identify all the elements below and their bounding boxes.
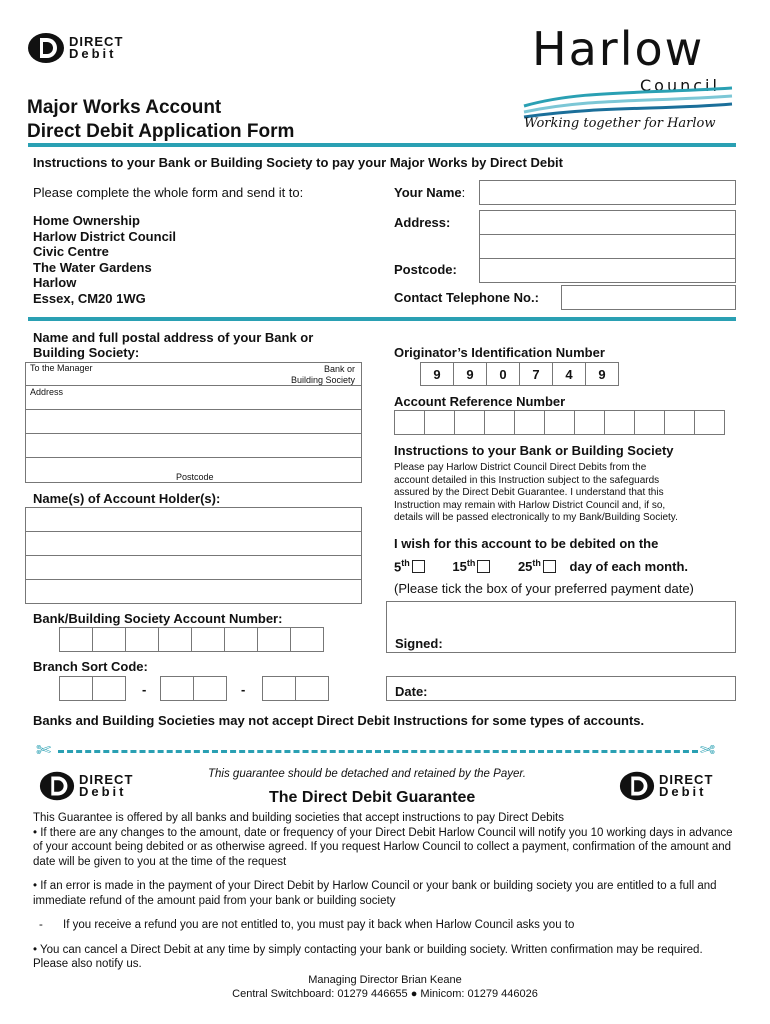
- account-holder-field-2[interactable]: [25, 531, 362, 556]
- send-to-address: [33, 213, 176, 306]
- sort-code-cell[interactable]: [262, 676, 296, 701]
- bank-instructions-heading: Instructions to your Bank or Building Society: [394, 443, 674, 458]
- send-to-intro: Please complete the whole form and send it to:: [33, 185, 304, 200]
- guarantee-point: • If an error is made in the payment of your Direct Debit by Harlow Council or your bank or building society you are entitled to a full and immediate refund of the amount paid from your bank or building society: [33, 880, 717, 907]
- sort-code-label: Branch Sort Code:: [33, 659, 148, 674]
- address-field-line-2[interactable]: [479, 234, 736, 259]
- direct-debit-logo-icon: [38, 768, 76, 804]
- detach-note: This guarantee should be detached and retained by the Payer.: [208, 768, 526, 780]
- direct-debit-logo-icon: [618, 768, 656, 804]
- scissors-icon-left: ✄: [36, 740, 52, 760]
- sort-code-cells: [262, 676, 328, 701]
- council-tagline: Working together for Harlow: [524, 116, 716, 131]
- account-reference-cell[interactable]: [574, 410, 605, 435]
- day-5-checkbox[interactable]: [412, 560, 425, 573]
- sort-code-cell[interactable]: [160, 676, 194, 701]
- account-number-cell[interactable]: [59, 627, 93, 652]
- guarantee-intro: This Guarantee is offered by all banks and building societies that accept instructions to pay Direct Debits: [33, 812, 564, 824]
- bank-heading-line-1: Name and full postal address of your Bank or: [33, 330, 314, 345]
- bank-instructions-line: account detailed in this Instruction subject to the safeguards: [394, 474, 660, 486]
- originator-digit: 9: [453, 362, 487, 386]
- divider: [28, 317, 736, 321]
- council-name: Harlow: [532, 22, 705, 76]
- cut-line: [58, 750, 698, 753]
- guarantee-point: • If there are any changes to the amount, date or frequency of your Direct Debit Harlow Council will notify you 10 working days in advance of your account being debited or as otherwise agreed. If you request Harlow Council to collect a payment, confirmation of the amount and date will be given to you at the time of the request: [33, 826, 733, 868]
- bank-address-line-3[interactable]: [25, 433, 362, 458]
- account-number-cell[interactable]: [290, 627, 324, 652]
- bank-instructions-text: [394, 462, 678, 525]
- bank-instructions-line: Instruction may remain with Harlow District Council and, if so,: [394, 499, 666, 511]
- account-reference-cell[interactable]: [484, 410, 515, 435]
- bank-instructions-line: assured by the Direct Debit Guarantee. I understand that this: [394, 487, 664, 498]
- bank-address-line-2[interactable]: [25, 409, 362, 434]
- sort-code-cell[interactable]: [193, 676, 227, 701]
- dd-logo-line2: Debit: [659, 784, 707, 799]
- harlow-council-logo: [520, 22, 740, 137]
- sort-code-separator: -: [241, 682, 246, 697]
- sort-code-cell[interactable]: [59, 676, 93, 701]
- account-reference-cell[interactable]: [514, 410, 545, 435]
- date-label: Date:: [395, 684, 428, 699]
- send-to-line: Home Ownership: [33, 213, 140, 228]
- address-label: Address:: [394, 215, 451, 230]
- signature-field[interactable]: [386, 601, 736, 653]
- bank-or-building-society-label: Bank or Building Society: [290, 364, 355, 385]
- bank-postcode-field[interactable]: [25, 457, 362, 483]
- account-reference-cell[interactable]: [424, 410, 455, 435]
- account-reference-cell[interactable]: [634, 410, 665, 435]
- direct-debit-logo: [26, 30, 123, 66]
- sort-code-cell[interactable]: [295, 676, 329, 701]
- postcode-label: Postcode:: [394, 262, 457, 277]
- send-to-line: The Water Gardens: [33, 259, 152, 275]
- address-field-line-1[interactable]: [479, 210, 736, 235]
- bank-heading-line-2: Building Society:: [33, 345, 140, 360]
- account-holder-field-1[interactable]: [25, 507, 362, 532]
- council-wave-graphic: [520, 84, 736, 120]
- account-holder-field-3[interactable]: [25, 555, 362, 580]
- bank-address-label: Address: [30, 387, 64, 397]
- title-line-1: Major Works Account: [27, 97, 222, 118]
- direct-debit-logo: [38, 768, 133, 804]
- postcode-field[interactable]: [479, 258, 736, 283]
- bank-address-line-1[interactable]: [25, 385, 362, 410]
- instructions-heading: Instructions to your Bank or Building Society to pay your Major Works by Direct Debit: [33, 155, 563, 170]
- originator-digit: 0: [486, 362, 520, 386]
- footer-line-1: Managing Director Brian Keane: [308, 974, 462, 986]
- dd-logo-line1: DIRECT: [79, 772, 134, 787]
- debit-day-note: (Please tick the box of your preferred payment date): [394, 581, 694, 596]
- bank-postcode-label: Postcode: [176, 472, 214, 482]
- phone-label: Contact Telephone No.:: [394, 290, 539, 305]
- sort-code-cell[interactable]: [92, 676, 126, 701]
- direct-debit-logo: [618, 768, 713, 804]
- dd-logo-line1: DIRECT: [69, 34, 124, 49]
- council-sub: Council: [640, 76, 720, 95]
- account-number-cell[interactable]: [158, 627, 192, 652]
- guarantee-body: [33, 811, 739, 972]
- originator-label: Originator’s Identification Number: [394, 345, 605, 360]
- dd-logo-line2: Debit: [69, 46, 117, 61]
- day-15-checkbox[interactable]: [477, 560, 490, 573]
- date-field[interactable]: [386, 676, 736, 701]
- to-manager-label: To the Manager: [30, 363, 93, 373]
- account-reference-cell[interactable]: [454, 410, 485, 435]
- guarantee-point: • You can cancel a Direct Debit at any time by simply contacting your bank or building society. Written confirmation may be required. Please also notify us.: [33, 943, 703, 970]
- account-reference-cell[interactable]: [544, 410, 575, 435]
- warning-text: Banks and Building Societies may not accept Direct Debit Instructions for some types of accounts.: [33, 713, 645, 728]
- send-to-line: Harlow District Council: [33, 228, 177, 244]
- account-number-cell[interactable]: [125, 627, 159, 652]
- bank-heading: [33, 330, 313, 360]
- account-number-cells: [59, 627, 323, 652]
- direct-debit-logo-icon: [26, 30, 66, 66]
- footer-line-2: Central Switchboard: 01279 446655 ● Minicom: 01279 446026: [232, 988, 538, 1000]
- scissors-icon-right: ✄: [700, 740, 716, 760]
- originator-digit: 4: [552, 362, 586, 386]
- account-reference-cell[interactable]: [694, 410, 725, 435]
- page-title: [27, 96, 294, 144]
- sort-code-cells: [160, 676, 226, 701]
- signed-label: Signed:: [395, 636, 443, 651]
- originator-digit: 9: [585, 362, 619, 386]
- footer: [0, 973, 770, 1001]
- dd-logo-line1: DIRECT: [659, 772, 714, 787]
- account-number-cell[interactable]: [224, 627, 258, 652]
- debit-day-heading: I wish for this account to be debited on the: [394, 536, 659, 551]
- debit-day-options: 5th 15th 25th day of each month.: [394, 558, 689, 575]
- originator-digit: 9: [420, 362, 454, 386]
- account-number-cell[interactable]: [92, 627, 126, 652]
- account-reference-label: Account Reference Number: [394, 394, 566, 409]
- account-holder-field-4[interactable]: [25, 579, 362, 604]
- phone-field[interactable]: [561, 285, 736, 310]
- send-to-line: Civic Centre: [33, 244, 109, 259]
- send-to-line: Essex, CM20 1WG: [33, 290, 146, 306]
- dd-logo-line2: Debit: [79, 784, 127, 799]
- originator-id: [420, 362, 618, 386]
- account-reference-cells: [394, 410, 724, 435]
- bank-instructions-line: Please pay Harlow District Council Direct Debits from the: [394, 462, 647, 473]
- originator-digit: 7: [519, 362, 553, 386]
- account-reference-cell[interactable]: [604, 410, 635, 435]
- send-to-line: Harlow: [33, 275, 77, 290]
- account-number-label: Bank/Building Society Account Number:: [33, 611, 283, 626]
- guarantee-title: The Direct Debit Guarantee: [269, 789, 476, 806]
- title-line-2: Direct Debit Application Form: [27, 121, 295, 142]
- account-reference-cell[interactable]: [394, 410, 425, 435]
- guarantee-point: - If you receive a refund you are not entitled to, you must pay it back when Harlow Council asks you to: [39, 919, 575, 931]
- account-reference-cell[interactable]: [664, 410, 695, 435]
- sort-code-cells: [59, 676, 125, 701]
- divider: [28, 143, 736, 147]
- day-25-checkbox[interactable]: [543, 560, 556, 573]
- account-number-cell[interactable]: [191, 627, 225, 652]
- bank-instructions-line: details will be passed electronically to my Bank/Building Society.: [394, 512, 678, 523]
- bank-name-field[interactable]: [25, 362, 362, 386]
- account-number-cell[interactable]: [257, 627, 291, 652]
- your-name-field[interactable]: [479, 180, 736, 205]
- your-name-label: Your Name:: [394, 185, 466, 200]
- sort-code-separator: -: [142, 682, 147, 697]
- account-holders-label: Name(s) of Account Holder(s):: [33, 491, 221, 506]
